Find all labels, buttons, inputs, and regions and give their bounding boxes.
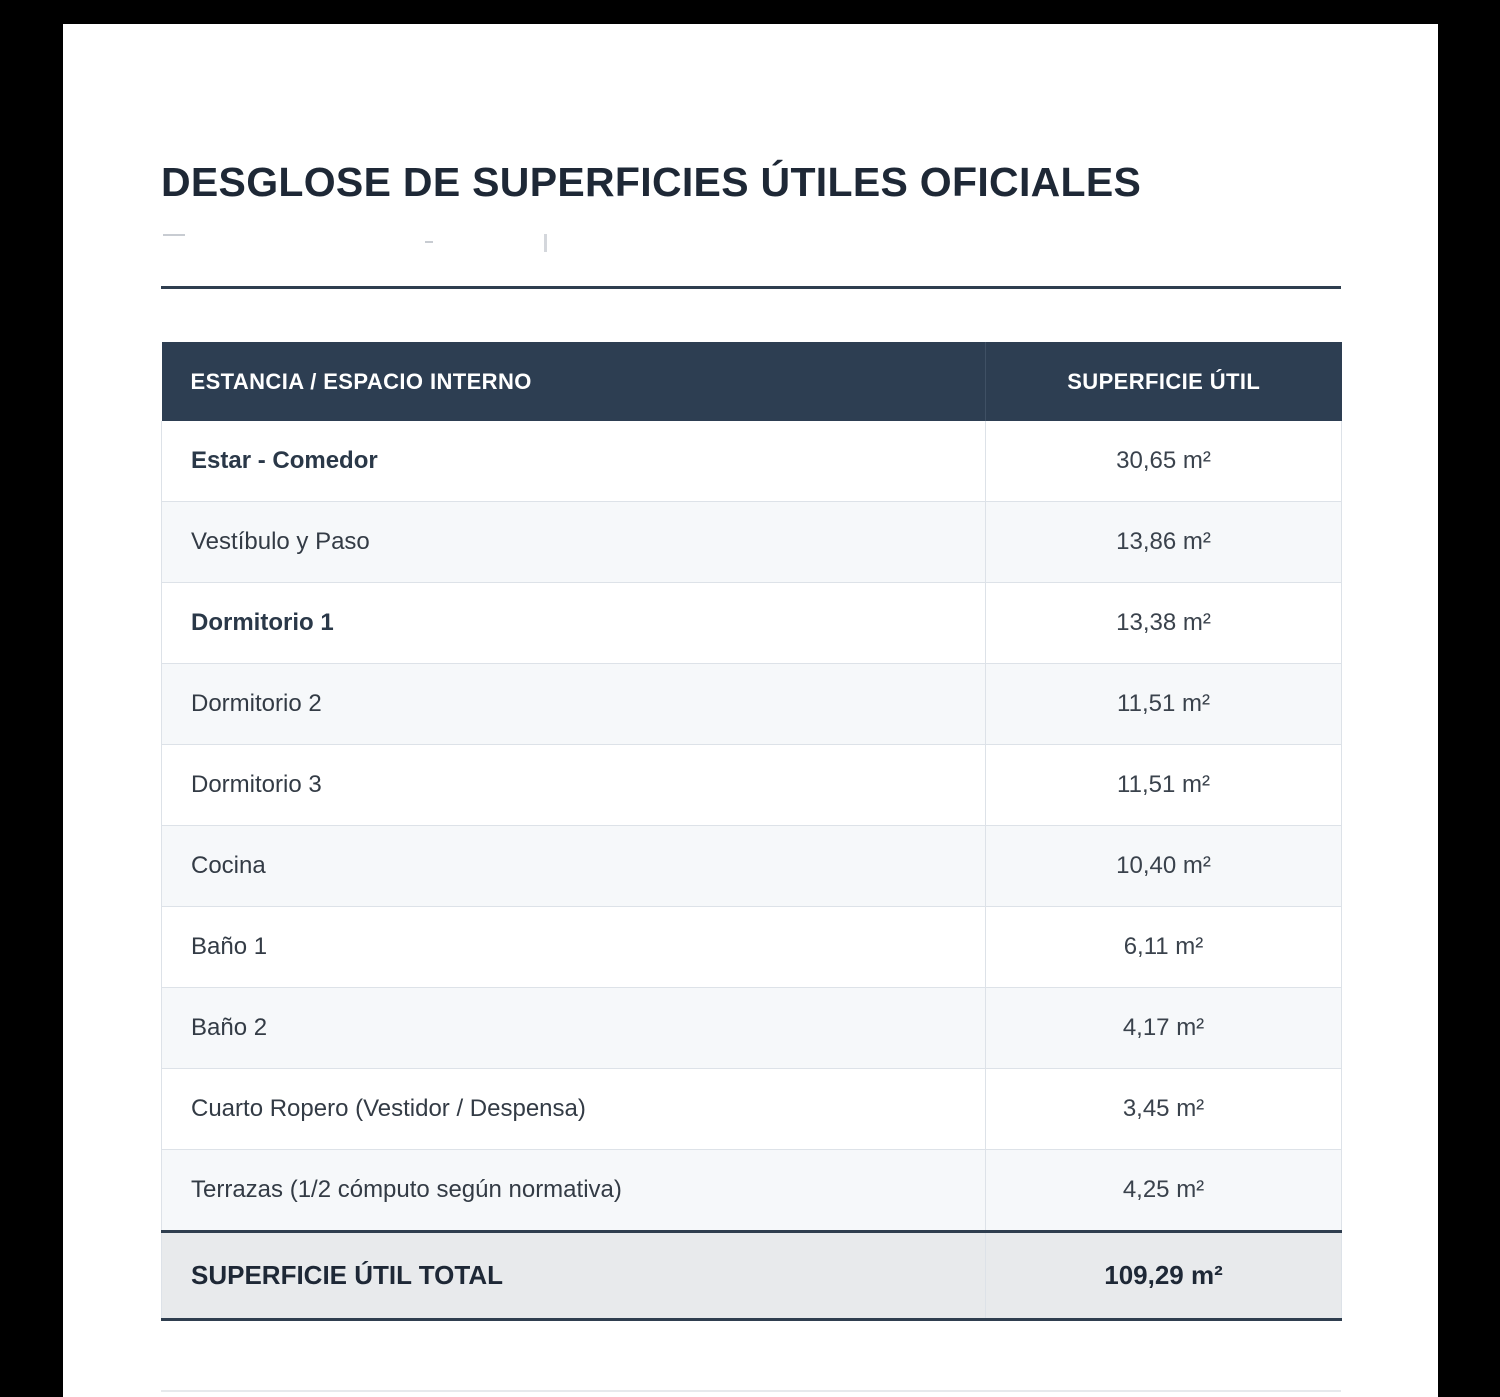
table-row: [162, 745, 1342, 826]
space-area: 10,40 m²: [986, 826, 1342, 907]
space-area: 13,38 m²: [986, 583, 1342, 664]
space-name: Cuarto Ropero (Vestidor / Despensa): [162, 1069, 986, 1150]
space-name: Dormitorio 2: [162, 664, 986, 745]
redacted-subtitle-mark: [544, 234, 547, 252]
space-area: 4,25 m²: [986, 1150, 1342, 1232]
table-row: [162, 988, 1342, 1069]
document-title: DESGLOSE DE SUPERFICIES ÚTILES OFICIALES: [161, 159, 1142, 205]
table-row: [162, 502, 1342, 583]
space-area: 3,45 m²: [986, 1069, 1342, 1150]
space-area: 30,65 m²: [986, 421, 1342, 502]
space-area: 4,17 m²: [986, 988, 1342, 1069]
space-area: 11,51 m²: [986, 745, 1342, 826]
total-area: 109,29 m²: [986, 1232, 1342, 1320]
table-row: [162, 1069, 1342, 1150]
surface-areas-table: [161, 342, 1342, 1321]
table-row: [162, 421, 1342, 502]
space-name: Dormitorio 1: [162, 583, 986, 664]
space-area: 11,51 m²: [986, 664, 1342, 745]
page-bottom-divider: [161, 1390, 1341, 1392]
table-row: [162, 907, 1342, 988]
space-name: Baño 2: [162, 988, 986, 1069]
table-row: [162, 826, 1342, 907]
title-divider: [161, 286, 1341, 289]
space-name: Estar - Comedor: [162, 421, 986, 502]
space-name: Vestíbulo y Paso: [162, 502, 986, 583]
table-row: [162, 1150, 1342, 1232]
space-name: Terrazas (1/2 cómputo según normativa): [162, 1150, 986, 1232]
table-header-row: [162, 342, 1342, 421]
column-header-space: ESTANCIA / ESPACIO INTERNO: [162, 342, 986, 421]
table-row: [162, 583, 1342, 664]
space-name: Cocina: [162, 826, 986, 907]
table-row: [162, 664, 1342, 745]
space-area: 6,11 m²: [986, 907, 1342, 988]
redacted-subtitle-mark: [425, 241, 433, 243]
space-area: 13,86 m²: [986, 502, 1342, 583]
column-header-area: SUPERFICIE ÚTIL: [986, 342, 1342, 421]
redacted-subtitle: [163, 234, 185, 236]
space-name: Baño 1: [162, 907, 986, 988]
total-label: SUPERFICIE ÚTIL TOTAL: [162, 1232, 986, 1320]
total-row: [162, 1232, 1342, 1320]
space-name: Dormitorio 3: [162, 745, 986, 826]
document-page: [63, 24, 1438, 1397]
